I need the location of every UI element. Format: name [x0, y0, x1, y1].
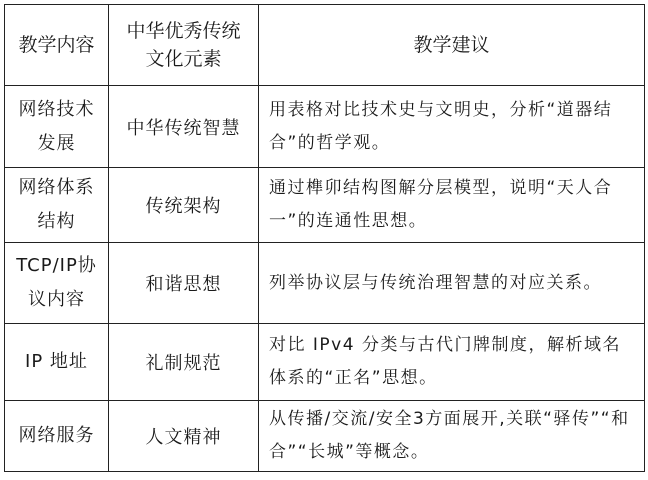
row-suggestion-text: 列举协议层与传统治理智慧的对应关系。 — [269, 272, 602, 293]
row-suggestion-text: 通过榫卯结构图解分层模型，说明“天人合一”的连通性思想。 — [269, 178, 613, 231]
row-element-text: 人文精神 — [145, 427, 222, 448]
teaching-table — [4, 4, 645, 472]
table-row — [5, 324, 645, 401]
header-teaching-content — [5, 5, 109, 86]
header-culture-element — [109, 5, 259, 86]
row-suggestion-text: 对比 IPv4 分类与古代门牌制度，解析域名体系的“正名”思想。 — [269, 335, 621, 388]
row-suggestion-cell — [259, 324, 645, 401]
row-content-text: 网络服务 — [18, 425, 95, 446]
table-row — [5, 401, 645, 472]
row-element-cell — [109, 324, 259, 401]
row-suggestion-cell — [259, 168, 645, 243]
table-header-row — [5, 5, 645, 86]
row-element-cell — [109, 243, 259, 324]
row-content-text: TCP/IP协议内容 — [16, 255, 97, 310]
row-element-cell — [109, 86, 259, 168]
row-element-cell — [109, 168, 259, 243]
table-row — [5, 168, 645, 243]
header-teaching-suggestion — [259, 5, 645, 86]
row-suggestion-cell — [259, 86, 645, 168]
row-content-cell — [5, 243, 109, 324]
row-content-text: 网络技术发展 — [18, 98, 95, 154]
row-content-cell — [5, 324, 109, 401]
row-element-cell — [109, 401, 259, 472]
row-content-cell — [5, 168, 109, 243]
row-element-text: 传统架构 — [145, 196, 222, 217]
row-element-text: 中华传统智慧 — [126, 117, 241, 139]
row-suggestion-text: 用表格对比技术史与文明史，分析“道器结合”的哲学观。 — [269, 99, 613, 153]
row-element-text: 和谐思想 — [145, 274, 222, 295]
row-suggestion-cell — [259, 401, 645, 472]
row-element-text: 礼制规范 — [145, 353, 222, 374]
header-teaching-content-text: 教学内容 — [18, 34, 95, 56]
row-content-text: 网络体系结构 — [18, 177, 95, 232]
table-row — [5, 243, 645, 324]
table-row — [5, 86, 645, 168]
header-teaching-suggestion-text: 教学建议 — [413, 34, 490, 56]
row-suggestion-cell — [259, 243, 645, 324]
header-culture-element-text: 中华优秀传统文化元素 — [126, 20, 241, 70]
row-suggestion-text: 从传播/交流/安全3方面展开,关联“驿传”“和合”“长城”等概念。 — [269, 409, 630, 462]
row-content-cell — [5, 401, 109, 472]
row-content-cell — [5, 86, 109, 168]
row-content-text: IP 地址 — [25, 351, 88, 372]
